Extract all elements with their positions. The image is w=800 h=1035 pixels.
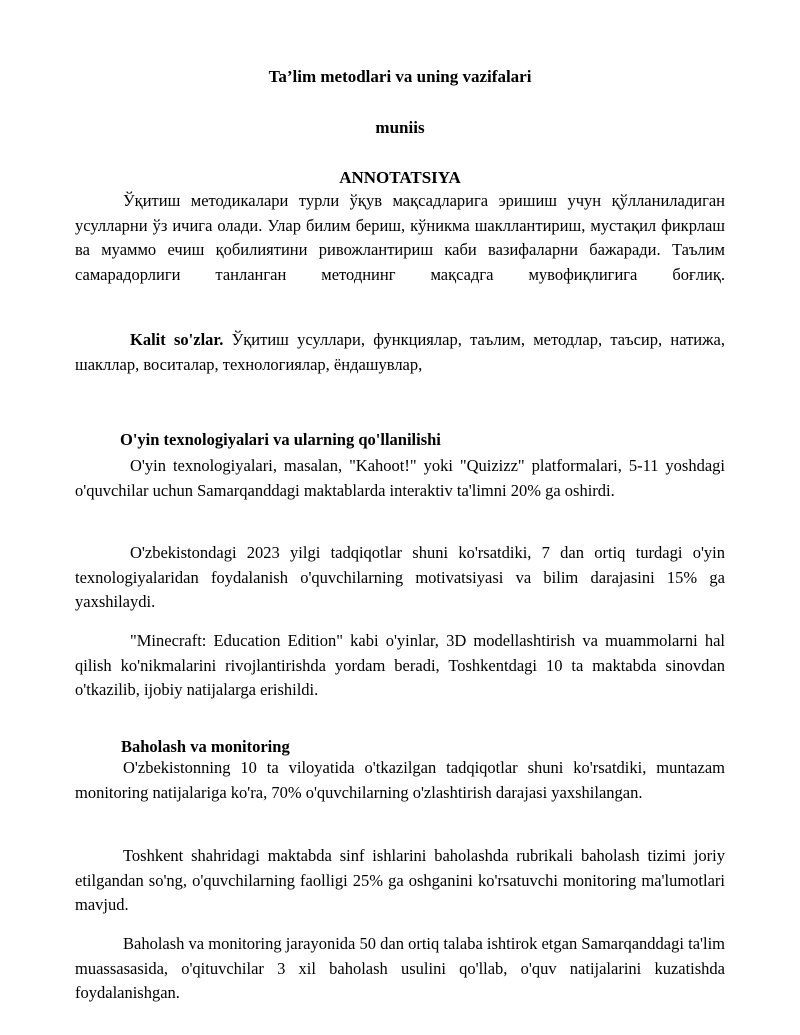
document-title: Ta’lim metodlari va uning vazifalari — [268, 67, 532, 86]
section-heading-games: O'yin texnologiyalari va ularning qo'llanilishi — [120, 430, 441, 449]
section-games-paragraph-1: O'yin texnologiyalari, masalan, "Kahoot!" yoki "Quizizz" platformalari, 5-11 yoshdagi o'quvchilar uchun Samarqanddagi maktablarda interaktiv ta'limni 20% ga oshirdi. — [75, 456, 725, 500]
section-games-paragraph-3: "Minecraft: Education Edition" kabi o'yinlar, 3D modellashtirish va muammolarni hal qilish ko'nikmalarini rivojlantirishda yordam beradi, Toshkentdagi 10 ta maktabda sinovdan o'tkazilib, ijobiy natijalarga erishildi. — [75, 631, 725, 699]
keywords-text: Ўқитиш усуллари, функциялар, таълим, методлар, таъсир, натижа, шакллар, воситалар, технологиялар, ёндашувлар, — [75, 330, 725, 374]
section-games-paragraph-2: O'zbekistondagi 2023 yilgi tadqiqotlar shuni ko'rsatdiki, 7 dan ortiq turdagi o'yin texnologiyalaridan foydalanish o'quvchilarning motivatsiyasi va bilim darajasini 15% ga yaxshilaydi. — [75, 543, 725, 611]
annotation-text: Ўқитиш методикалари турли ўқув мақсадларига эришиш учун қўлланиладиган усулларни ўз ичига олади. Улар билим бериш, кўникма шакллантириш, мустақил фикрлаш ва муаммо ечиш қобилиятини ривожлантириш каби вазифаларни бажаради. Таълим самарадорлиги танланган методнинг мақсадга мувофиқлигига боғлиқ. — [75, 191, 725, 284]
section-heading-assessment: Baholash va monitoring — [121, 737, 290, 756]
annotation-heading: ANNOTATSIYA — [339, 168, 461, 187]
document-author: muniis — [375, 118, 425, 137]
section-assessment-paragraph-2: Toshkent shahridagi maktabda sinf ishlarini baholashda rubrikali baholash tizimi joriy etilgandan so'ng, o'quvchilarning faolligi 25% ga oshganini ko'rsatuvchi monitoring ma'lumotlari mavjud. — [75, 846, 725, 914]
keywords-paragraph — [75, 328, 725, 377]
section-assessment-paragraph-1: O'zbekistonning 10 ta viloyatida o'tkazilgan tadqiqotlar shuni ko'rsatdiki, muntazam monitoring natijalariga ko'ra, 70% o'quvchilarning o'zlashtirish darajasi yaxshilangan. — [75, 758, 725, 802]
keywords-label: Kalit so'zlar. — [130, 330, 224, 349]
section-assessment-paragraph-3: Baholash va monitoring jarayonida 50 dan ortiq talaba ishtirok etgan Samarqanddagi ta'lim muassasasida, o'qituvchilar 3 xil baholash usulini qo'llab, o'quv natijalarini kuzatishda foydalanishgan. — [75, 934, 725, 1002]
